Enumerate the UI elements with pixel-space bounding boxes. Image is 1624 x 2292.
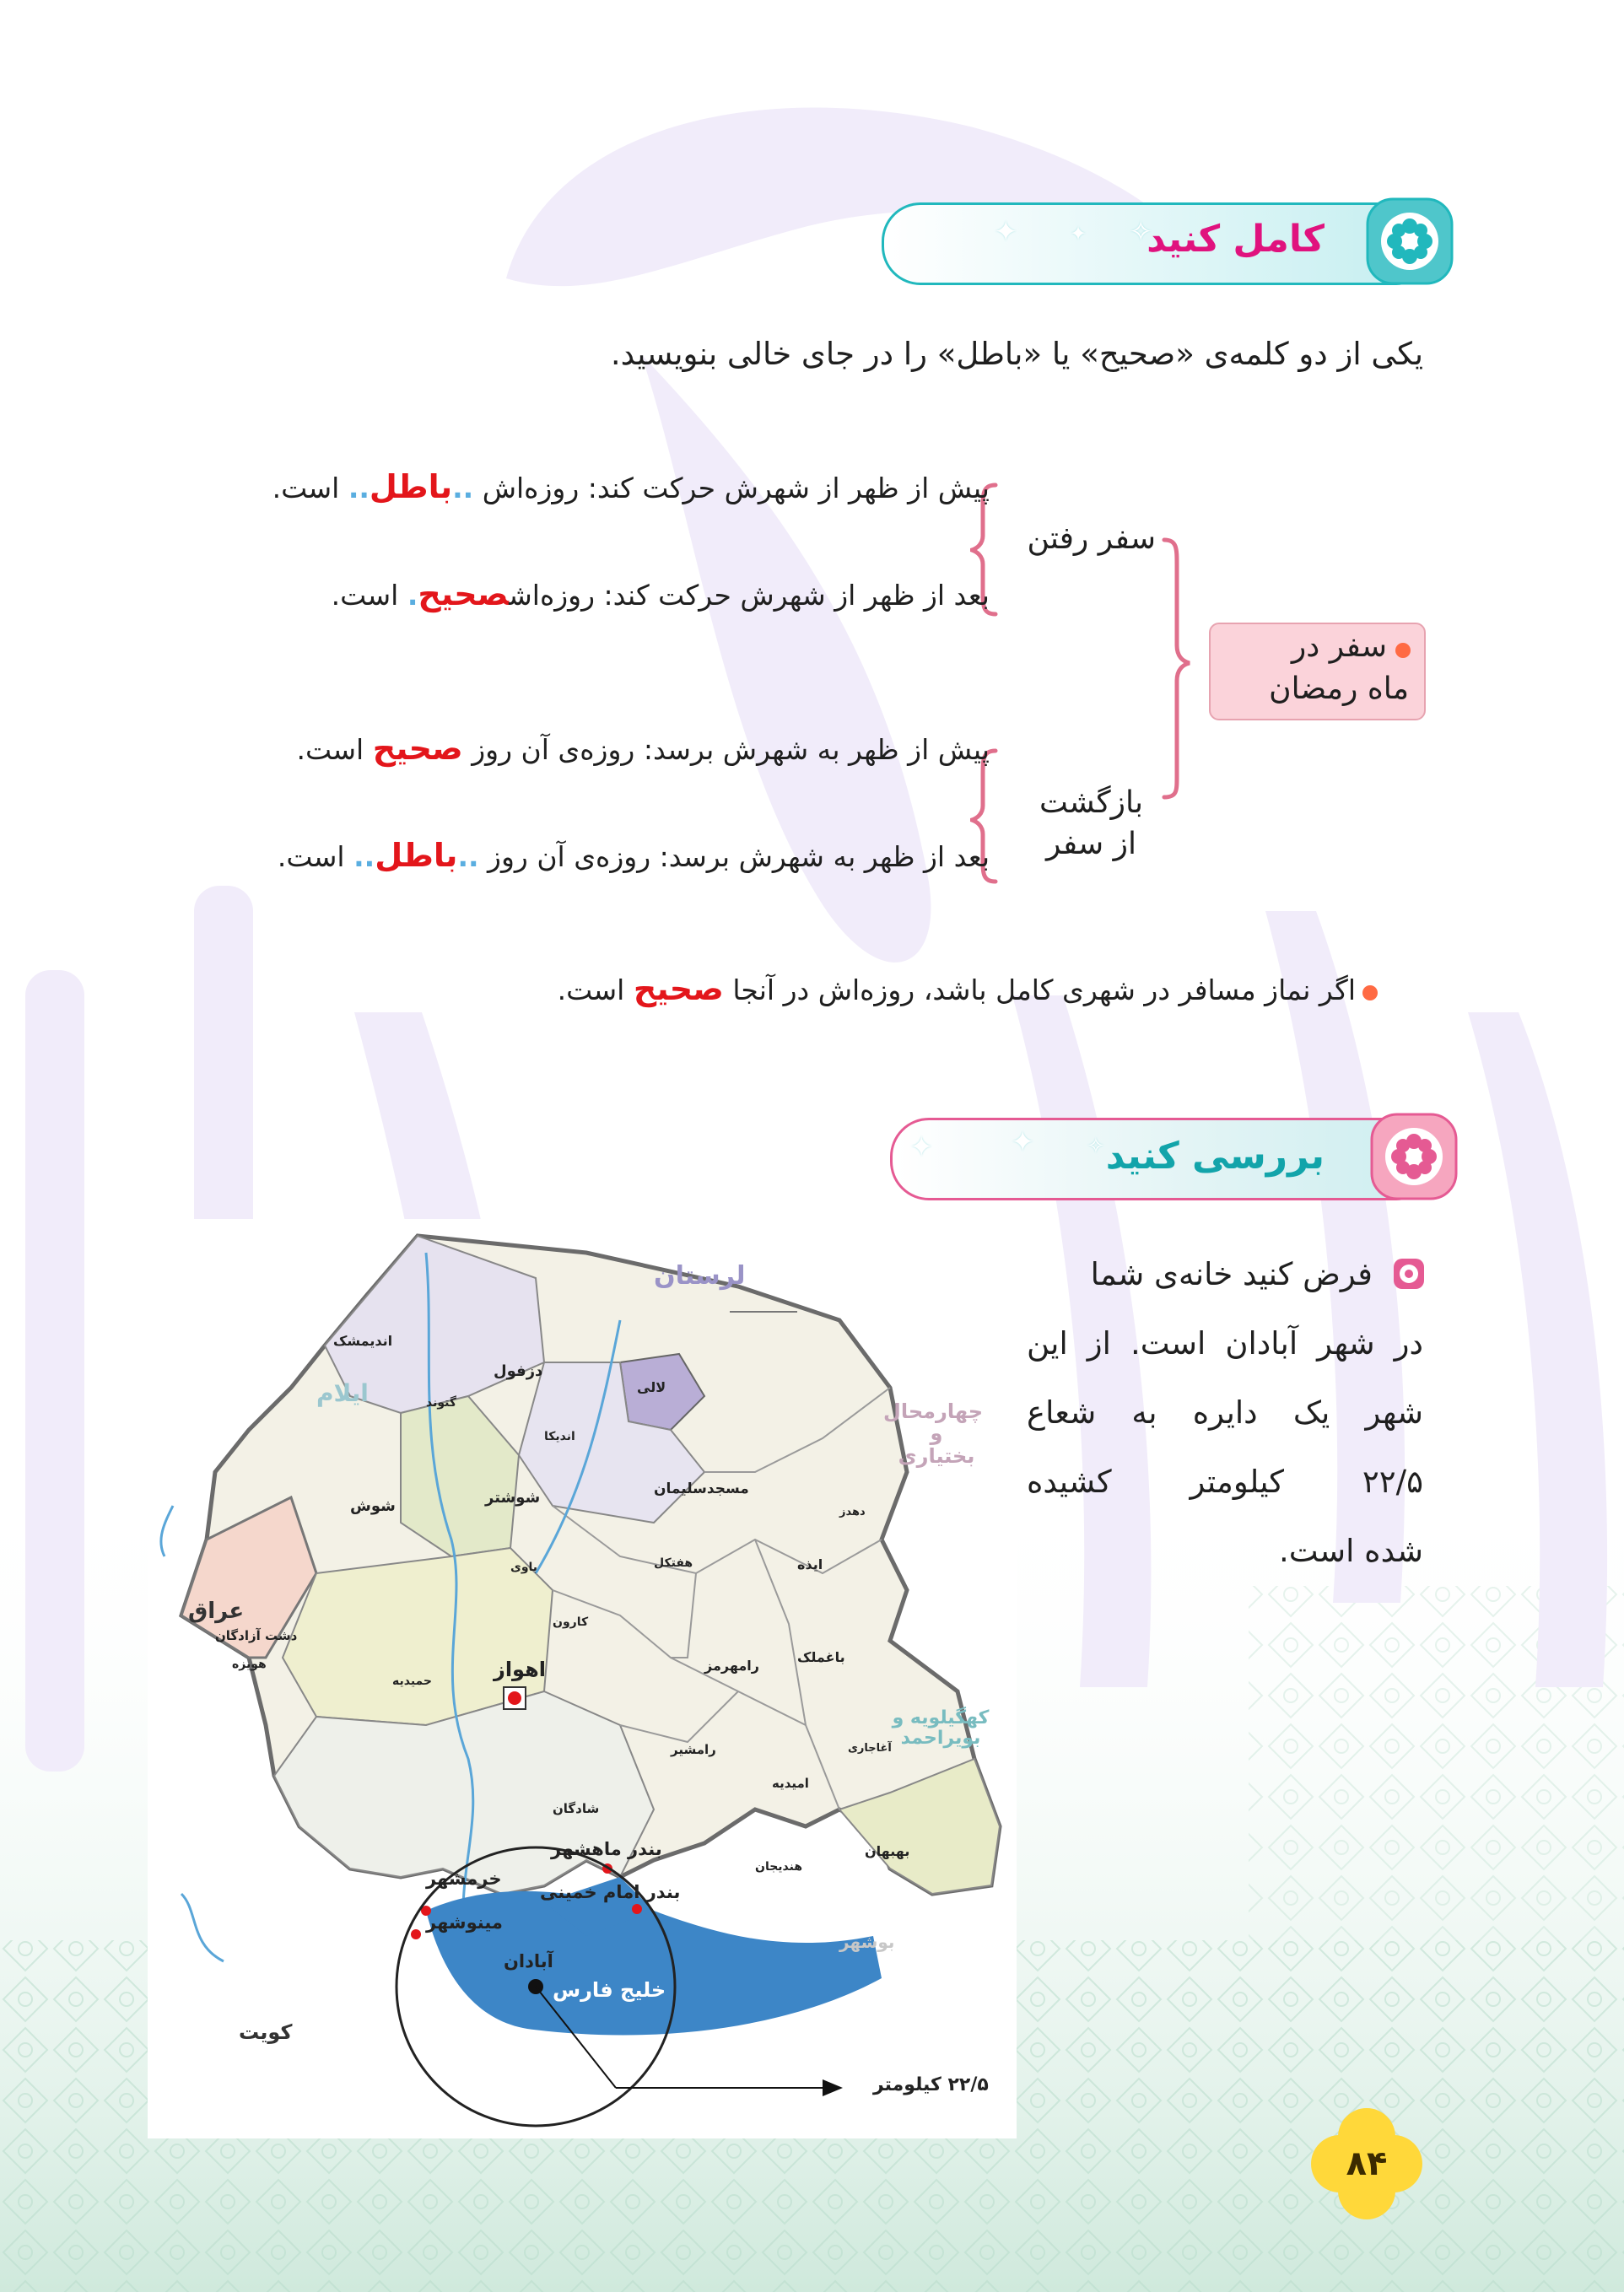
map-city-abadan: آبادان (504, 1951, 553, 1971)
page-number: ۸۴ (1346, 2144, 1388, 2183)
map-region: کارون (553, 1615, 589, 1629)
return-after-noon-text: بعد از ظهر به شهرش برسد: روزه‌ی آن روز (488, 840, 990, 873)
map-region: دشت آزادگان (215, 1628, 298, 1643)
flower-badge-icon (1362, 194, 1457, 289)
map-label-ilam: ایلام (316, 1379, 369, 1407)
answer-dots: . (407, 579, 418, 612)
answer-sahih: صحیح (372, 730, 463, 767)
review-line-1: فرض کنید خانه‌ی شما (1090, 1256, 1373, 1292)
going-after-noon-text: بعد از ظهر از شهرش حرکت کند: روزه‌اش (509, 579, 990, 612)
map-region: دهدز (839, 1506, 866, 1518)
map-city-imam: بندر امام خمینی (540, 1882, 681, 1902)
branch-label-returning-line2: از سفر (1045, 826, 1137, 861)
map-label-iraq: عراق (188, 1599, 245, 1624)
going-before-noon-text: پیش از ظهر از شهرش حرکت کند: روزه‌اش (482, 472, 990, 504)
map-label-bushehr: بوشهر (839, 1932, 895, 1952)
note-text: اگر نماز مسافر در شهری کامل باشد، روزه‌اش در آنجا (732, 973, 1356, 1006)
answer-sahih: صحیح (418, 575, 510, 612)
return-after-noon-end: است. (277, 840, 345, 873)
answer-dots: .. (353, 840, 375, 873)
map-label-kohgiluyeh: کهگیلویه و بویراحمد (892, 1707, 990, 1750)
map-region: لالی (637, 1379, 666, 1395)
map-city-minoo: مینوشهر (426, 1912, 503, 1933)
map-region: باوی (510, 1561, 538, 1574)
review-line-2: در شهر آبادان است. از این (1027, 1325, 1423, 1362)
map-region: دزفول (494, 1362, 543, 1380)
map-label-chaharmahal: چهارمحال و بختیاری (883, 1399, 983, 1468)
map-radius-label: ۲۲/۵ کیلومتر (873, 2074, 989, 2095)
branch-label-returning (1039, 783, 1143, 865)
map-region: هفتکل (654, 1556, 693, 1570)
map-region: شوشتر (485, 1489, 541, 1507)
map-city-khorramshahr: خرمشهر (426, 1869, 502, 1889)
map-region: مسجدسلیمان (654, 1480, 749, 1497)
section-title-complete: کامل کنید (1147, 218, 1325, 261)
map-region: رامشیر (671, 1742, 716, 1757)
map-region: شوش (350, 1497, 396, 1515)
map-region: بهبهان (865, 1843, 910, 1859)
topic-box (1209, 623, 1426, 720)
going-after-noon-line (332, 575, 990, 614)
note-line (558, 970, 1356, 1009)
instruction-text: یکی از دو کلمه‌ی «صحیح» یا «باطل» را در جای خالی بنویسید. (610, 336, 1423, 372)
review-line-5: شده است. (1279, 1533, 1423, 1569)
note-end: است. (557, 973, 625, 1006)
map-region: امیدیه (772, 1776, 809, 1791)
branch-label-returning-line1: بازگشت (1039, 785, 1143, 820)
answer-dots: .. (348, 472, 370, 504)
flower-badge-icon (1367, 1109, 1461, 1204)
map-region: باغملک (797, 1649, 845, 1665)
review-line-3: شهر یک دایره به شعاع (1027, 1394, 1423, 1431)
return-after-noon-line (278, 837, 990, 876)
khuzestan-map (148, 1219, 1017, 2138)
map-label-gulf: خلیج فارس (553, 1978, 666, 2002)
map-region: شادگان (553, 1801, 600, 1816)
topic-bullet (1395, 643, 1411, 658)
section-banner-review: ✦ ✦ ✧ (890, 1118, 1435, 1200)
map-label-lorestan: لرستان (654, 1261, 746, 1291)
map-region: گتوند (426, 1396, 456, 1410)
going-before-noon-line (272, 468, 990, 507)
map-region: هندیجان (755, 1860, 803, 1874)
note-answer: صحیح (633, 970, 724, 1007)
section-banner-complete: ✦ ✦ ✧ (882, 202, 1435, 285)
map-region: اندیکا (544, 1430, 575, 1443)
map-region: ایذه (797, 1556, 823, 1572)
return-before-noon-text: پیش از ظهر به شهرش برسد: روزه‌ی آن روز (472, 733, 990, 766)
review-line-4: ۲۲/۵ کیلومتر کشیده (1027, 1464, 1423, 1500)
return-before-noon-line (296, 730, 990, 768)
map-label-kuwait: کویت (239, 2020, 293, 2044)
branch-label-going: سفر رفتن (1027, 521, 1156, 556)
map-region: آغاجاری (848, 1742, 892, 1755)
page-number-badge (1308, 2105, 1426, 2223)
return-before-noon-end: است. (296, 733, 364, 766)
map-region: حمیدیه (392, 1675, 433, 1688)
review-paragraph (1027, 1240, 1423, 1586)
map-region: اندیمشک (333, 1333, 393, 1349)
answer-batel: باطل (375, 837, 458, 874)
topic-line1: سفر در (1291, 629, 1387, 664)
answer-dots: .. (457, 840, 479, 873)
topic-line2: ماه رمضان (1269, 671, 1409, 706)
map-region: رامهرمز (704, 1658, 759, 1674)
section-title-review: بررسی کنید (1105, 1135, 1325, 1178)
map-city-mahshahr: بندر ماهشهر (551, 1839, 662, 1859)
going-after-noon-end: است. (331, 579, 399, 612)
note-bullet (1362, 985, 1378, 1000)
going-before-noon-end: است. (272, 472, 340, 504)
answer-dots: .. (452, 472, 474, 504)
map-region: هویزه (232, 1658, 267, 1671)
answer-batel: باطل (369, 468, 453, 505)
map-city-ahvaz: اهواز (494, 1658, 546, 1681)
